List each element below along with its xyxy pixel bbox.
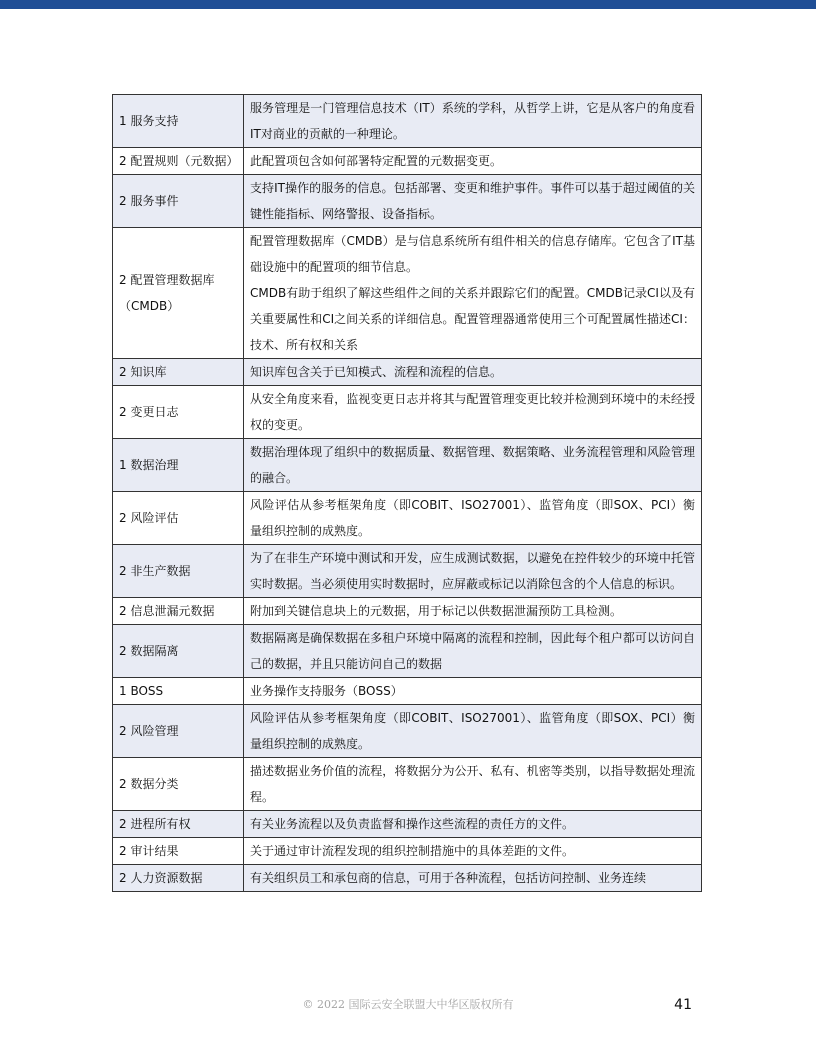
definition-cell: 服务管理是一门管理信息技术（IT）系统的学科，从哲学上讲，它是从客户的角度看IT对商业的贡献的一种理论。 (244, 95, 702, 148)
definition-cell: 有关组织员工和承包商的信息，可用于各种流程，包括访问控制、业务连续 (244, 865, 702, 892)
definition-cell: 支持IT操作的服务的信息。包括部署、变更和维护事件。事件可以基于超过阈值的关键性能指标、网络警报、设备指标。 (244, 175, 702, 228)
term-cell: 2 变更日志 (113, 386, 244, 439)
term-cell: 2 数据分类 (113, 758, 244, 811)
table-row (113, 439, 702, 492)
definition-cell: 数据治理体现了组织中的数据质量、数据管理、数据策略、业务流程管理和风险管理的融合。 (244, 439, 702, 492)
definition-cell: 为了在非生产环境中测试和开发，应生成测试数据，以避免在控件较少的环境中托管实时数据。当必须使用实时数据时，应屏蔽或标记以消除包含的个人信息的标识。 (244, 545, 702, 598)
definition-cell: 有关业务流程以及负责监督和操作这些流程的责任方的文件。 (244, 811, 702, 838)
term-cell: 2 风险评估 (113, 492, 244, 545)
definition-cell: 描述数据业务价值的流程，将数据分为公开、私有、机密等类别，以指导数据处理流程。 (244, 758, 702, 811)
term-cell: 2 知识库 (113, 359, 244, 386)
term-cell: 2 配置规则（元数据） (113, 148, 244, 175)
table-row (113, 492, 702, 545)
table-row (113, 811, 702, 838)
table-row (113, 625, 702, 678)
term-cell: 2 数据隔离 (113, 625, 244, 678)
term-cell: 2 服务事件 (113, 175, 244, 228)
term-cell: 2 进程所有权 (113, 811, 244, 838)
definition-cell: 风险评估从参考框架角度（即COBIT、ISO27001）、监管角度（即SOX、PCI）衡量组织控制的成熟度。 (244, 705, 702, 758)
definition-cell: 从安全角度来看，监视变更日志并将其与配置管理变更比较并检测到环境中的未经授权的变更。 (244, 386, 702, 439)
term-cell: 2 信息泄漏元数据 (113, 598, 244, 625)
table-row (113, 678, 702, 705)
definition-cell: 风险评估从参考框架角度（即COBIT、ISO27001）、监管角度（即SOX、PCI）衡量组织控制的成熟度。 (244, 492, 702, 545)
table-row (113, 148, 702, 175)
table-row (113, 359, 702, 386)
term-cell: 1 数据治理 (113, 439, 244, 492)
glossary-body (113, 95, 702, 892)
table-row (113, 95, 702, 148)
term-cell: 2 非生产数据 (113, 545, 244, 598)
footer-copyright: © 2022 国际云安全联盟大中华区版权所有 (302, 998, 514, 1011)
definition-cell: 关于通过审计流程发现的组织控制措施中的具体差距的文件。 (244, 838, 702, 865)
page-number: 41 (674, 997, 692, 1013)
term-cell: 2 审计结果 (113, 838, 244, 865)
definition-paragraph: 配置管理数据库（CMDB）是与信息系统所有组件相关的信息存储库。它包含了IT基础设施中的配置项的细节信息。 (250, 234, 695, 274)
term-cell: 1 服务支持 (113, 95, 244, 148)
term-cell: 2 人力资源数据 (113, 865, 244, 892)
definition-cell: 附加到关键信息块上的元数据，用于标记以供数据泄漏预防工具检测。 (244, 598, 702, 625)
definition-cell: 业务操作支持服务（BOSS） (244, 678, 702, 705)
definition-cell: 此配置项包含如何部署特定配置的元数据变更。 (244, 148, 702, 175)
table-row (113, 598, 702, 625)
table-row (113, 175, 702, 228)
glossary-table (112, 94, 702, 892)
definition-cell (244, 228, 702, 359)
term-cell: 2 风险管理 (113, 705, 244, 758)
term-cell: 1 BOSS (113, 678, 244, 705)
term-cell: 2 配置管理数据库（CMDB） (113, 228, 244, 359)
definition-cell: 数据隔离是确保数据在多租户环境中隔离的流程和控制，因此每个租户都可以访问自己的数据，并且只能访问自己的数据 (244, 625, 702, 678)
top-color-bar (0, 0, 816, 9)
table-row (113, 758, 702, 811)
table-row (113, 865, 702, 892)
table-row (113, 386, 702, 439)
table-row (113, 705, 702, 758)
table-row (113, 838, 702, 865)
table-row (113, 545, 702, 598)
definition-paragraph: CMDB有助于组织了解这些组件之间的关系并跟踪它们的配置。CMDB记录CI以及有关重要属性和CI之间关系的详细信息。配置管理器通常使用三个可配置属性描述CI：技术、所有权和关系 (250, 286, 695, 352)
definition-cell: 知识库包含关于已知模式、流程和流程的信息。 (244, 359, 702, 386)
table-row (113, 228, 702, 359)
